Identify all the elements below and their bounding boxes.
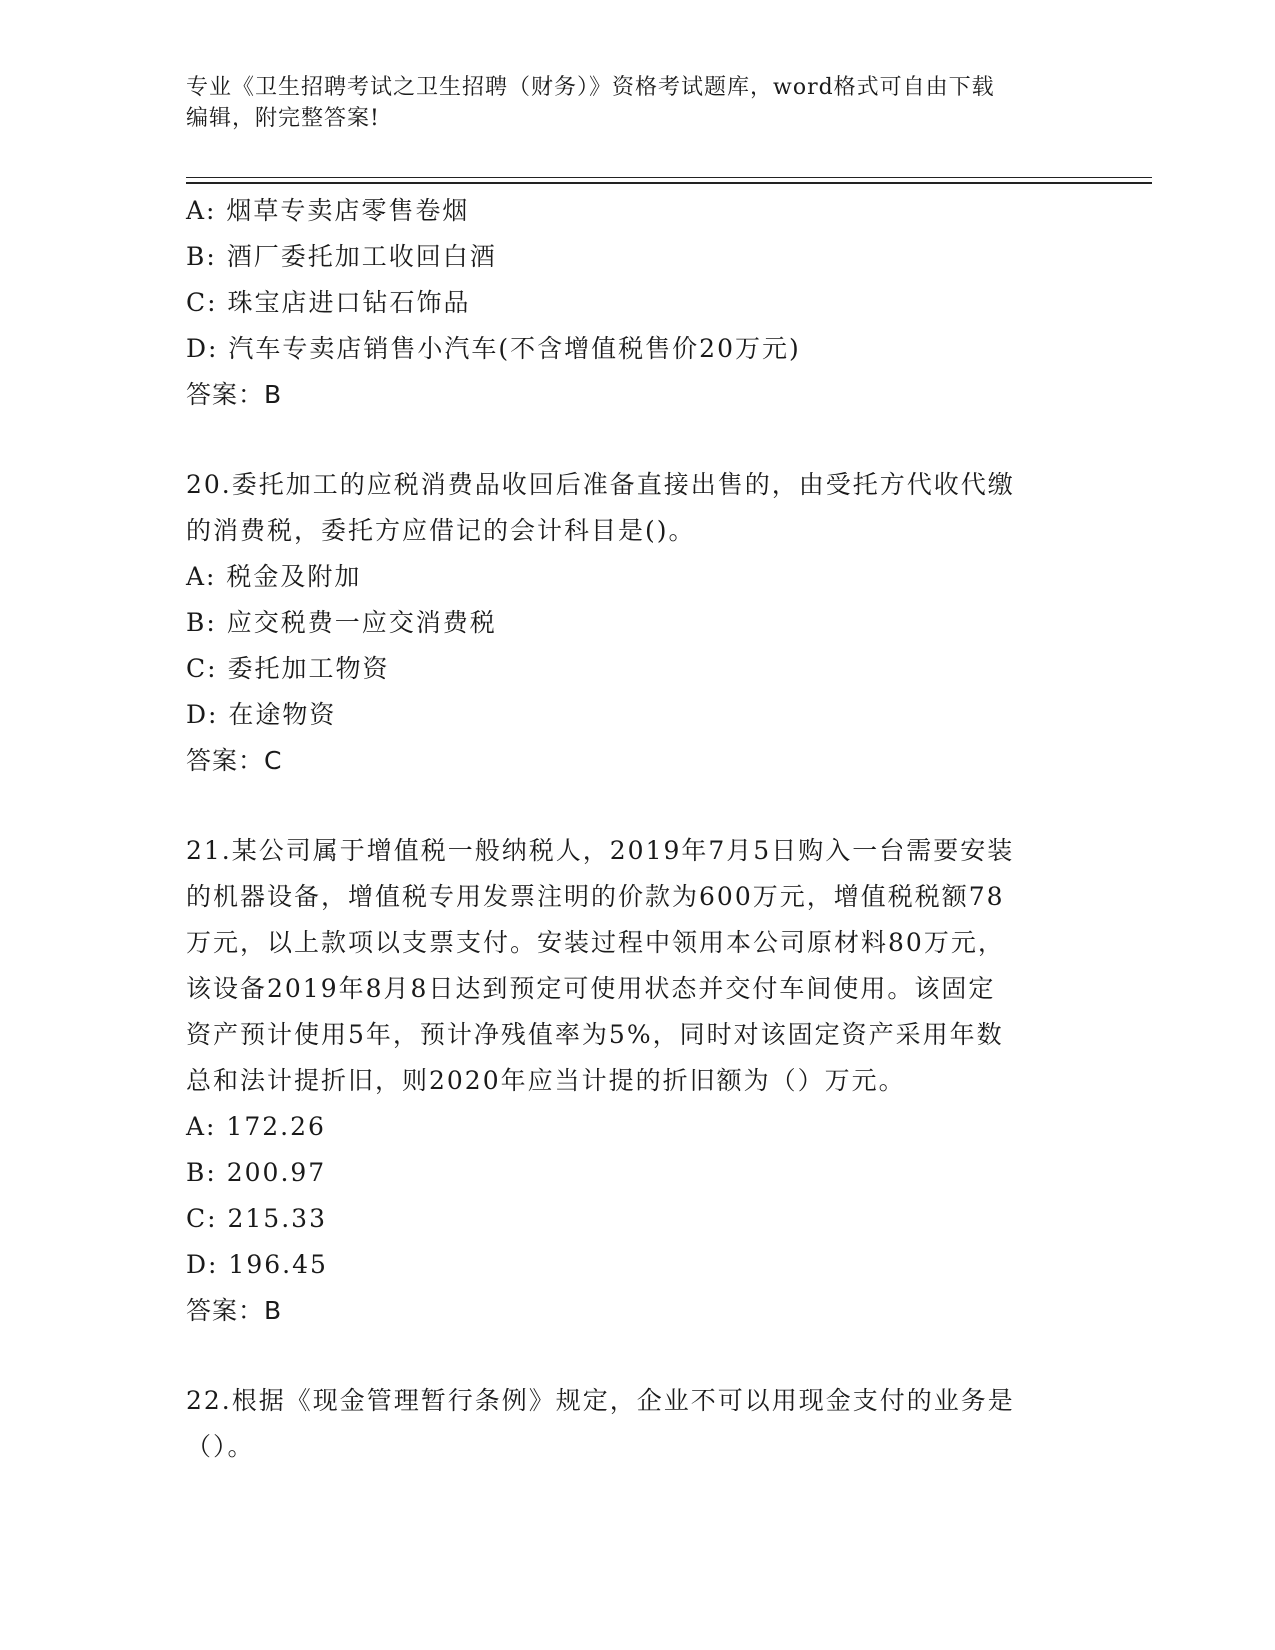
question-stem-line: 21.某公司属于增值税一般纳税人，2019年7月5日购入一台需要安装 — [186, 836, 1015, 865]
option-c: C: 委托加工物资 — [186, 654, 390, 683]
question-list — [186, 188, 1086, 1470]
option-a: A: 税金及附加 — [186, 562, 362, 591]
header-line-1: 专业《卫生招聘考试之卫生招聘（财务）》资格考试题库，word格式可自由下载 — [186, 75, 995, 100]
question-22 — [186, 1378, 1086, 1470]
question-stem-line: （）。 — [186, 1432, 255, 1461]
answer: 答案：B — [186, 380, 283, 409]
option-b: B: 200.97 — [186, 1158, 327, 1187]
question-stem-line: 万元，以上款项以支票支付。安装过程中领用本公司原材料80万元， — [186, 928, 1005, 957]
option-c: C: 珠宝店进口钻石饰品 — [186, 288, 471, 317]
option-a: A: 烟草专卖店零售卷烟 — [186, 196, 470, 225]
question-stem-line: 22.根据《现金管理暂行条例》规定，企业不可以用现金支付的业务是 — [186, 1386, 1015, 1415]
question-20 — [186, 462, 1086, 784]
spacer — [186, 418, 1086, 462]
option-c: C: 215.33 — [186, 1204, 327, 1233]
header-divider-thick — [186, 182, 1152, 184]
option-d: D: 在途物资 — [186, 700, 337, 729]
question-stem-line: 资产预计使用5年，预计净残值率为5%，同时对该固定资产采用年数 — [186, 1020, 1004, 1049]
question-stem-line: 该设备2019年8月8日达到预定可使用状态并交付车间使用。该固定 — [186, 974, 996, 1003]
question-stem-line: 总和法计提折旧，则2020年应当计提的折旧额为（）万元。 — [186, 1066, 906, 1095]
header-divider-thin — [186, 177, 1152, 178]
header-line-2: 编辑，附完整答案! — [186, 106, 380, 131]
answer: 答案：C — [186, 746, 283, 775]
question-19 — [186, 188, 1086, 418]
spacer — [186, 1334, 1086, 1378]
option-a: A: 172.26 — [186, 1112, 326, 1141]
question-21 — [186, 828, 1086, 1334]
spacer — [186, 784, 1086, 828]
option-b: B: 酒厂委托加工收回白酒 — [186, 242, 497, 271]
question-stem-line: 的机器设备，增值税专用发票注明的价款为600万元，增值税税额78 — [186, 882, 1005, 911]
option-d: D: 196.45 — [186, 1250, 328, 1279]
question-stem-line: 20.委托加工的应税消费品收回后准备直接出售的，由受托方代收代缴 — [186, 470, 1015, 499]
question-stem-line: 的消费税，委托方应借记的会计科目是()。 — [186, 516, 696, 545]
answer: 答案：B — [186, 1296, 283, 1325]
document-header — [186, 72, 1086, 134]
option-d: D: 汽车专卖店销售小汽车(不含增值税售价20万元) — [186, 334, 801, 363]
option-b: B: 应交税费一应交消费税 — [186, 608, 497, 637]
